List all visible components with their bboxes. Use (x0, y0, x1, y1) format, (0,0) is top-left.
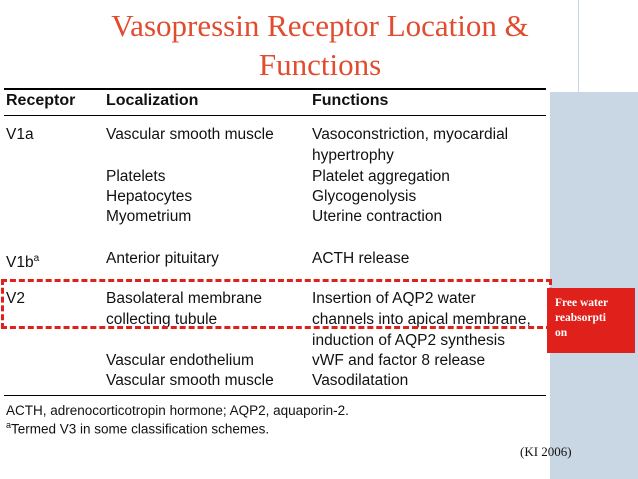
row-function: hypertrophy (312, 147, 394, 164)
row-localization: collecting tubule (106, 311, 218, 328)
title-line-1: Vasopressin Receptor Location & (111, 8, 529, 43)
footnote-1: ACTH, adrenocorticotropin hormone; AQP2, aquaporin-2. (6, 403, 349, 418)
row-receptor: V2 (6, 290, 25, 307)
footnote-text: Termed V3 in some classification schemes. (11, 421, 270, 437)
row-localization: Vascular smooth muscle (106, 372, 274, 389)
row-receptor (6, 248, 39, 273)
table-header-rule (4, 115, 546, 116)
row-function: channels into apical membrane, (312, 311, 531, 328)
row-receptor: V1a (6, 126, 34, 143)
title-line-2: Functions (258, 47, 382, 82)
v2-highlight-box (1, 279, 552, 329)
row-function: induction of AQP2 synthesis (312, 332, 506, 349)
footnote-superscript: a (6, 420, 12, 430)
header-localization: Localization (106, 92, 199, 109)
receptor-name: V1b (6, 254, 34, 272)
row-localization: Basolateral membrane (106, 290, 262, 307)
citation: (KI 2006) (520, 444, 572, 459)
row-localization: Platelets (106, 168, 166, 185)
row-localization: Anterior pituitary (106, 250, 219, 267)
row-function: vWF and factor 8 release (312, 352, 486, 369)
row-function: Vasodilatation (312, 372, 409, 389)
free-water-callout: Free water reabsorpti on (547, 288, 635, 353)
slide-title (50, 6, 590, 84)
footnote-2 (6, 420, 269, 437)
row-function: ACTH release (312, 250, 410, 267)
row-localization: Vascular endothelium (106, 352, 254, 369)
row-function: Vasoconstriction, myocardial (312, 126, 509, 143)
row-function: Platelet aggregation (312, 168, 450, 185)
row-function: Insertion of AQP2 water (312, 290, 476, 307)
row-localization: Vascular smooth muscle (106, 126, 274, 143)
row-localization: Hepatocytes (106, 188, 193, 205)
row-function: Uterine contraction (312, 208, 443, 225)
receptor-superscript: a (33, 253, 40, 264)
table-top-rule (4, 88, 546, 90)
table-bottom-rule (4, 395, 546, 396)
decorative-strip (550, 92, 638, 479)
row-localization: Myometrium (106, 208, 192, 225)
row-function: Glycogenolysis (312, 188, 417, 205)
header-receptor: Receptor (6, 92, 76, 109)
header-functions: Functions (312, 92, 389, 109)
